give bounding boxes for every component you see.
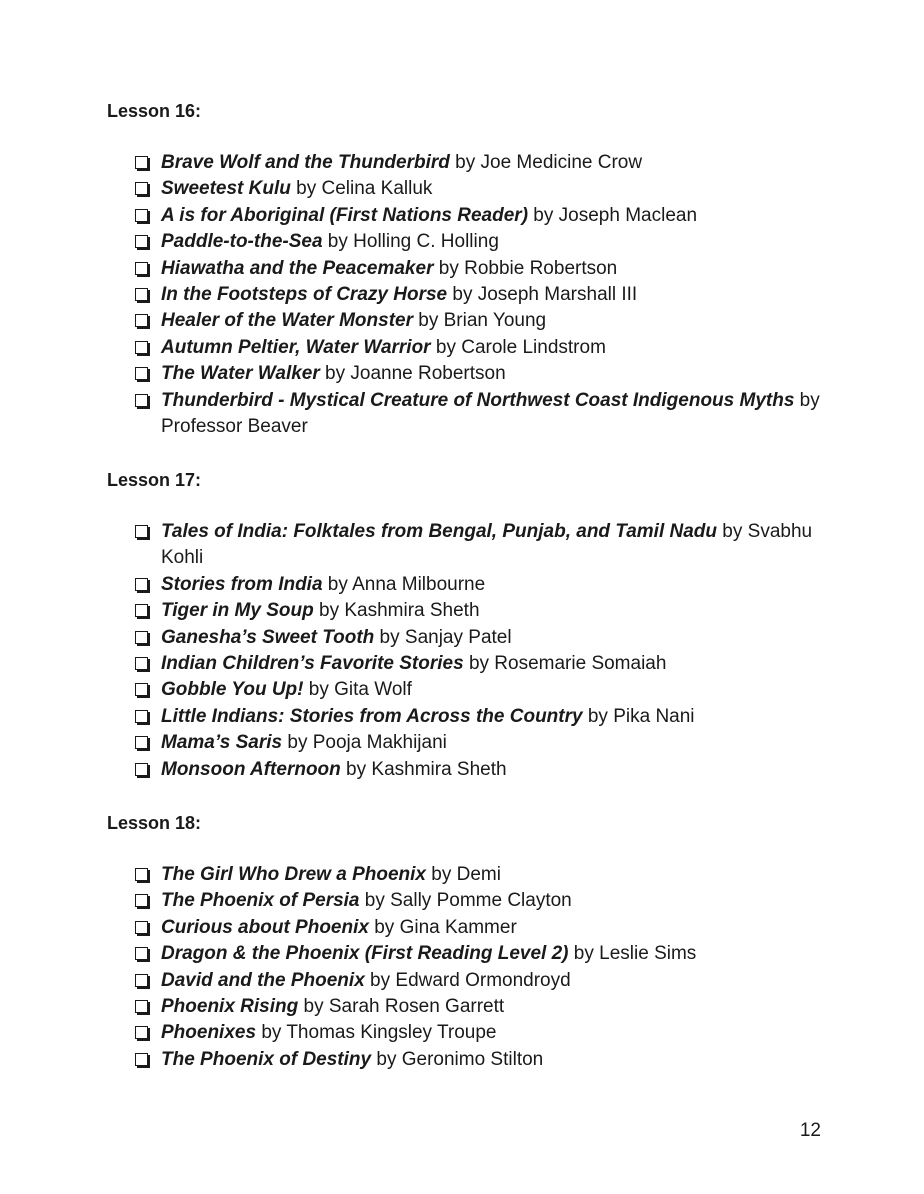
by-text: by bbox=[582, 705, 614, 727]
book-title: Indian Children’s Favorite Stories bbox=[161, 653, 464, 675]
list-item bbox=[107, 888, 827, 914]
checkbox-icon[interactable] bbox=[135, 341, 148, 354]
lesson-18-section bbox=[107, 810, 827, 1073]
by-text: by bbox=[447, 284, 478, 306]
book-author: Svabhu Kohli bbox=[161, 521, 813, 569]
book-list bbox=[107, 862, 827, 1073]
list-item bbox=[107, 598, 827, 624]
book-title: The Phoenix of Persia bbox=[161, 890, 360, 912]
by-text: by bbox=[717, 521, 748, 542]
book-title: The Phoenix of Destiny bbox=[161, 1048, 372, 1070]
book-author: Sanjay Patel bbox=[404, 626, 512, 648]
book-author: Joseph Maclean bbox=[558, 204, 698, 226]
book-title: The Water Walker bbox=[161, 363, 320, 385]
list-item bbox=[107, 651, 827, 677]
book-author: Gita Wolf bbox=[334, 679, 412, 701]
book-author: Brian Young bbox=[443, 310, 547, 332]
list-item bbox=[107, 625, 827, 651]
book-author: Joseph Marshall III bbox=[477, 284, 638, 306]
list-item bbox=[107, 308, 827, 334]
book-author: Rosemarie Somaiah bbox=[494, 653, 667, 675]
checkbox-icon[interactable] bbox=[135, 578, 148, 591]
book-author: Anna Milbourne bbox=[352, 573, 486, 595]
by-text: by bbox=[433, 257, 465, 279]
book-author: Kashmira Sheth bbox=[371, 758, 507, 780]
list-item bbox=[107, 388, 827, 441]
list-item bbox=[107, 203, 827, 229]
book-author: Leslie Sims bbox=[599, 943, 697, 965]
checkbox-icon[interactable] bbox=[135, 683, 148, 696]
checkbox-icon[interactable] bbox=[135, 209, 148, 222]
checkbox-icon[interactable] bbox=[135, 921, 148, 934]
by-text: by bbox=[256, 1022, 287, 1044]
lesson-17-section bbox=[107, 467, 827, 783]
lesson-heading: Lesson 17: bbox=[107, 470, 202, 490]
book-title: David and the Phoenix bbox=[161, 969, 365, 991]
checkbox-icon[interactable] bbox=[135, 1026, 148, 1039]
checkbox-icon[interactable] bbox=[135, 288, 148, 301]
book-author: Gina Kammer bbox=[399, 916, 517, 938]
list-item bbox=[107, 915, 827, 941]
by-text: by bbox=[463, 653, 495, 675]
checkbox-icon[interactable] bbox=[135, 1053, 148, 1066]
by-text: by bbox=[322, 231, 354, 253]
by-text: by bbox=[282, 732, 313, 754]
by-text: by bbox=[568, 943, 600, 965]
list-item bbox=[107, 968, 827, 994]
book-title: Little Indians: Stories from Across the Country bbox=[161, 705, 583, 727]
by-text: by bbox=[298, 996, 329, 1018]
list-item bbox=[107, 335, 827, 361]
page-number: 12 bbox=[799, 1120, 821, 1141]
checkbox-icon[interactable] bbox=[135, 657, 148, 670]
checkbox-icon[interactable] bbox=[135, 736, 148, 749]
book-title: Monsoon Afternoon bbox=[161, 758, 341, 780]
list-item bbox=[107, 176, 827, 202]
book-author: Thomas Kingsley Troupe bbox=[286, 1022, 497, 1044]
book-author: Sally Pomme Clayton bbox=[390, 890, 572, 912]
by-text: by bbox=[364, 969, 396, 991]
list-item bbox=[107, 1020, 827, 1046]
list-item bbox=[107, 1047, 827, 1073]
book-title: Mama’s Saris bbox=[161, 732, 283, 754]
by-text: by bbox=[313, 600, 345, 622]
by-text: by bbox=[449, 152, 481, 173]
by-text: by bbox=[290, 178, 322, 200]
book-title: Paddle-to-the-Sea bbox=[161, 231, 323, 253]
by-text: by bbox=[528, 204, 559, 226]
checkbox-icon[interactable] bbox=[135, 235, 148, 248]
checkbox-icon[interactable] bbox=[135, 182, 148, 195]
checkbox-icon[interactable] bbox=[135, 394, 148, 407]
list-item bbox=[107, 757, 827, 783]
list-item bbox=[107, 282, 827, 308]
book-title: Ganesha’s Sweet Tooth bbox=[161, 626, 375, 648]
by-text: by bbox=[412, 310, 444, 332]
list-item bbox=[107, 256, 827, 282]
book-title: Gobble You Up! bbox=[161, 679, 304, 701]
checkbox-icon[interactable] bbox=[135, 974, 148, 987]
by-text: by bbox=[303, 679, 335, 701]
book-title: Phoenix Rising bbox=[161, 996, 299, 1018]
list-item bbox=[107, 941, 827, 967]
book-author: Professor Beaver bbox=[161, 416, 308, 438]
list-item bbox=[107, 519, 827, 572]
book-author: Joanne Robertson bbox=[350, 363, 506, 385]
list-item bbox=[107, 862, 827, 888]
book-title: A is for Aboriginal (First Nations Reader) bbox=[161, 204, 529, 226]
list-item bbox=[107, 994, 827, 1020]
checkbox-icon[interactable] bbox=[135, 604, 148, 617]
checkbox-icon[interactable] bbox=[135, 710, 148, 723]
checkbox-icon[interactable] bbox=[135, 1000, 148, 1013]
by-text: by bbox=[368, 916, 400, 938]
by-text: by bbox=[319, 363, 351, 385]
list-item bbox=[107, 150, 827, 176]
book-title: Sweetest Kulu bbox=[161, 178, 291, 200]
book-title: In the Footsteps of Crazy Horse bbox=[161, 284, 448, 306]
book-title: Thunderbird - Mystical Creature of Northwest Coast Indigenous Myths bbox=[161, 389, 795, 411]
checkbox-icon[interactable] bbox=[135, 314, 148, 327]
book-title: Healer of the Water Monster bbox=[161, 310, 413, 332]
book-author: Carole Lindstrom bbox=[461, 336, 606, 358]
book-title: Tiger in My Soup bbox=[161, 600, 314, 622]
book-author: Demi bbox=[456, 864, 501, 885]
book-title: Stories from India bbox=[161, 573, 323, 595]
book-author: Celina Kalluk bbox=[321, 178, 433, 200]
by-text: by bbox=[794, 389, 820, 411]
book-author: Sarah Rosen Garrett bbox=[328, 996, 505, 1018]
book-title: Dragon & the Phoenix (First Reading Level 2) bbox=[161, 943, 569, 965]
list-item bbox=[107, 229, 827, 255]
checkbox-icon[interactable] bbox=[135, 868, 148, 881]
lesson-16-section bbox=[107, 98, 827, 440]
book-author: Geronimo Stilton bbox=[401, 1048, 544, 1070]
list-item bbox=[107, 677, 827, 703]
book-title: The Girl Who Drew a Phoenix bbox=[161, 864, 426, 885]
checkbox-icon[interactable] bbox=[135, 262, 148, 275]
book-title: Hiawatha and the Peacemaker bbox=[161, 257, 434, 279]
book-author: Robbie Robertson bbox=[464, 257, 618, 279]
list-item bbox=[107, 704, 827, 730]
list-item bbox=[107, 572, 827, 598]
by-text: by bbox=[322, 573, 353, 595]
book-title: Phoenixes bbox=[161, 1022, 257, 1044]
checkbox-icon[interactable] bbox=[135, 631, 148, 644]
book-title: Brave Wolf and the Thunderbird bbox=[161, 152, 450, 173]
book-author: Pika Nani bbox=[613, 705, 695, 727]
by-text: by bbox=[430, 336, 462, 358]
book-title: Curious about Phoenix bbox=[161, 916, 369, 938]
checkbox-icon[interactable] bbox=[135, 367, 148, 380]
list-item bbox=[107, 361, 827, 387]
lesson-heading: Lesson 16: bbox=[107, 101, 202, 121]
book-title: Autumn Peltier, Water Warrior bbox=[161, 336, 431, 358]
checkbox-icon[interactable] bbox=[135, 894, 148, 907]
by-text: by bbox=[359, 890, 391, 912]
by-text: by bbox=[340, 758, 372, 780]
book-list bbox=[107, 519, 827, 783]
lesson-heading: Lesson 18: bbox=[107, 813, 202, 833]
book-author: Pooja Makhijani bbox=[312, 732, 447, 754]
checkbox-icon[interactable] bbox=[135, 763, 148, 776]
book-author: Kashmira Sheth bbox=[344, 600, 480, 622]
list-item bbox=[107, 730, 827, 756]
checkbox-icon[interactable] bbox=[135, 947, 148, 960]
book-author: Joe Medicine Crow bbox=[480, 152, 643, 173]
by-text: by bbox=[374, 626, 405, 648]
book-list bbox=[107, 150, 827, 440]
checkbox-icon[interactable] bbox=[135, 525, 148, 538]
book-author: Edward Ormondroyd bbox=[395, 969, 571, 991]
by-text: by bbox=[371, 1048, 402, 1070]
by-text: by bbox=[425, 864, 457, 885]
checkbox-icon[interactable] bbox=[135, 156, 148, 169]
book-title: Tales of India: Folktales from Bengal, Punjab, and Tamil Nadu bbox=[161, 521, 718, 542]
book-author: Holling C. Holling bbox=[353, 231, 499, 253]
